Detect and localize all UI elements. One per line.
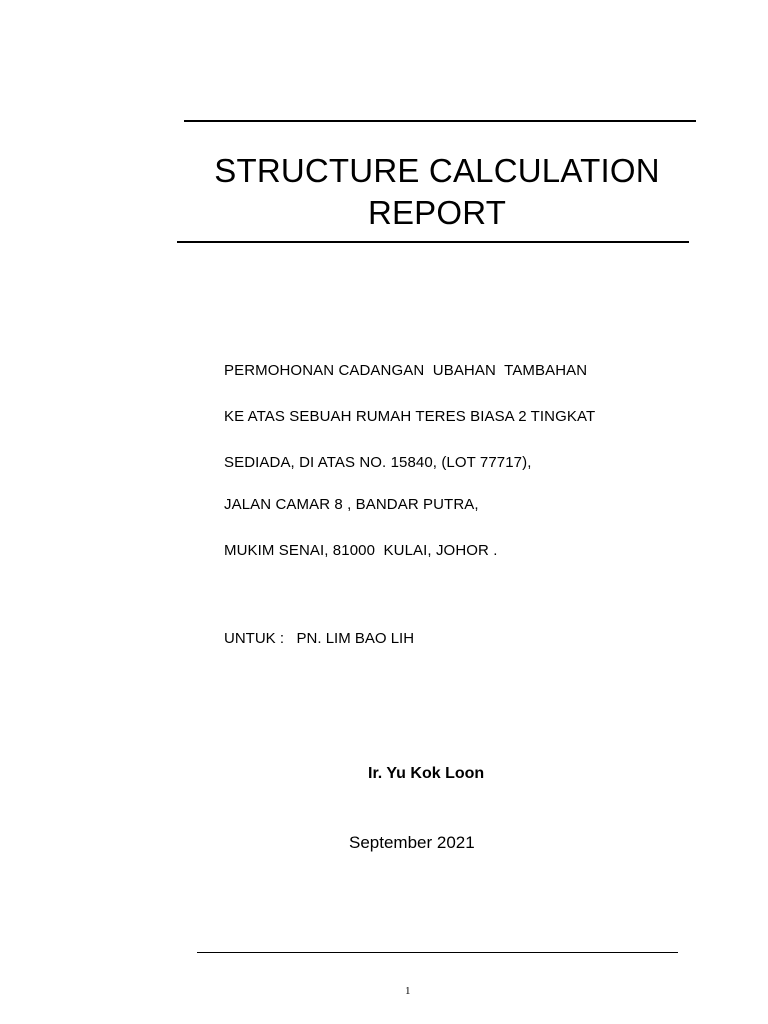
report-date: September 2021: [349, 833, 475, 852]
title-top-rule: [184, 120, 696, 122]
project-description-line-4: JALAN CAMAR 8 , BANDAR PUTRA,: [224, 496, 479, 513]
project-description-line-2: KE ATAS SEBUAH RUMAH TERES BIASA 2 TINGKAT: [224, 408, 596, 425]
project-description-line-3: SEDIADA, DI ATAS NO. 15840, (LOT 77717),: [224, 454, 532, 471]
client-line: [224, 629, 414, 649]
author-name: Ir. Yu Kok Loon: [368, 765, 485, 782]
footer-rule: [197, 952, 678, 953]
title-bottom-rule: [177, 241, 689, 243]
report-title-line-2: REPORT: [367, 194, 507, 231]
report-title: [177, 150, 697, 234]
project-description-line-5: MUKIM SENAI, 81000 KULAI, JOHOR .: [224, 542, 498, 559]
client-name: PN. LIM BAO LIH: [296, 630, 415, 647]
client-label: UNTUK :: [224, 630, 284, 647]
report-title-line-1: STRUCTURE CALCULATION: [214, 152, 660, 189]
project-description-line-1: PERMOHONAN CADANGAN UBAHAN TAMBAHAN: [224, 362, 588, 379]
page-number: 1: [405, 985, 411, 997]
